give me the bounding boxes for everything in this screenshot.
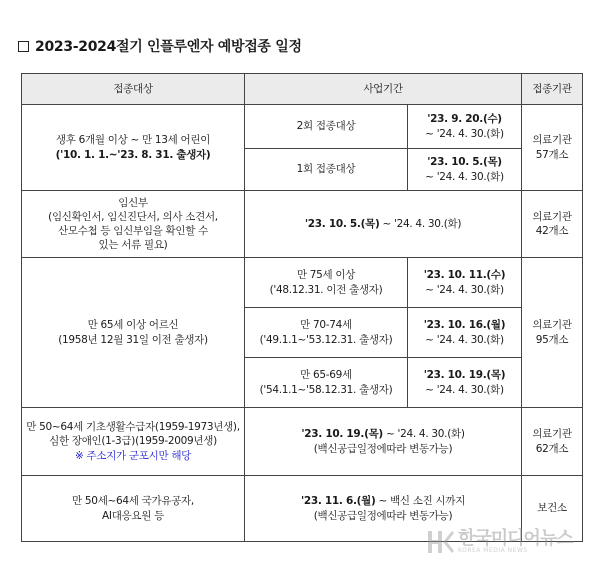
- hk-logo-icon: [426, 529, 454, 555]
- children-dose2-label: 2회 접종대상: [245, 105, 408, 149]
- table-row: [22, 408, 583, 476]
- children-agency: 의료기관 57개소: [522, 105, 583, 191]
- veterans-target: 만 50세~64세 국가유공자, AI대응요원 등: [22, 476, 245, 542]
- header-row: [22, 74, 583, 105]
- header-period: 사업기간: [245, 74, 522, 105]
- watermark: [426, 522, 586, 562]
- table-row: [22, 191, 583, 258]
- elderly-70-period: '23. 10. 16.(월) ~ '24. 4. 30.(화): [408, 308, 522, 358]
- header-agency: 접종기관: [522, 74, 583, 105]
- children-dose1-period: '23. 10. 5.(목) ~ '24. 4. 30.(화): [408, 149, 522, 191]
- lowincome-target: 만 50~64세 기초생활수급자(1959-1973년생), 심한 장애인(1-3급)(1959-2009년생) ※ 주소지가 군포시만 해당: [22, 408, 245, 476]
- children-dose1-label: 1회 접종대상: [245, 149, 408, 191]
- pregnant-agency: 의료기관 42개소: [522, 191, 583, 258]
- watermark-text: 한국미디어뉴스: [458, 528, 573, 549]
- elderly-agency: 의료기관 95개소: [522, 258, 583, 408]
- page-title: [18, 36, 302, 56]
- children-target: 생후 6개월 이상 ~ 만 13세 어린이 ('10. 1. 1.~'23. 8. 31. 출생자): [22, 105, 245, 191]
- veterans-period: '23. 11. 6.(월) ~ 백신 소진 시까지 (백신공급일정에따라 변동가능): [245, 476, 522, 542]
- pregnant-period: '23. 10. 5.(목) ~ '24. 4. 30.(화): [245, 191, 522, 258]
- address-note: ※ 주소지가 군포시만 해당: [74, 449, 192, 462]
- checkbox-square-icon: [18, 41, 29, 52]
- elderly-75-label: 만 75세 이상 ('48.12.31. 이전 출생자): [245, 258, 408, 308]
- elderly-75-period: '23. 10. 11.(수) ~ '24. 4. 30.(화): [408, 258, 522, 308]
- elderly-target: 만 65세 이상 어르신 (1958년 12월 31일 이전 출생자): [22, 258, 245, 408]
- elderly-65-label: 만 65-69세 ('54.1.1~'58.12.31. 출생자): [245, 358, 408, 408]
- lowincome-period: '23. 10. 19.(목) ~ '24. 4. 30.(화) (백신공급일정에따라 변동가능): [245, 408, 522, 476]
- watermark-subtext: KOREA MEDIA NEWS: [458, 547, 528, 554]
- children-dose2-period: '23. 9. 20.(수) ~ '24. 4. 30.(화): [408, 105, 522, 149]
- table-row: [22, 105, 583, 149]
- pregnant-target: 임신부 (임신확인서, 임신진단서, 의사 소견서, 산모수첩 등 임신부임을 확인할 수 있는 서류 필요): [22, 191, 245, 258]
- vaccination-schedule-table: [21, 73, 583, 542]
- lowincome-agency: 의료기관 62개소: [522, 408, 583, 476]
- elderly-65-period: '23. 10. 19.(목) ~ '24. 4. 30.(화): [408, 358, 522, 408]
- elderly-70-label: 만 70-74세 ('49.1.1~'53.12.31. 출생자): [245, 308, 408, 358]
- veterans-agency: 보건소: [522, 476, 583, 542]
- table-row: [22, 258, 583, 308]
- title-text: 2023-2024절기 인플루엔자 예방접종 일정: [35, 39, 302, 55]
- header-target: 접종대상: [22, 74, 245, 105]
